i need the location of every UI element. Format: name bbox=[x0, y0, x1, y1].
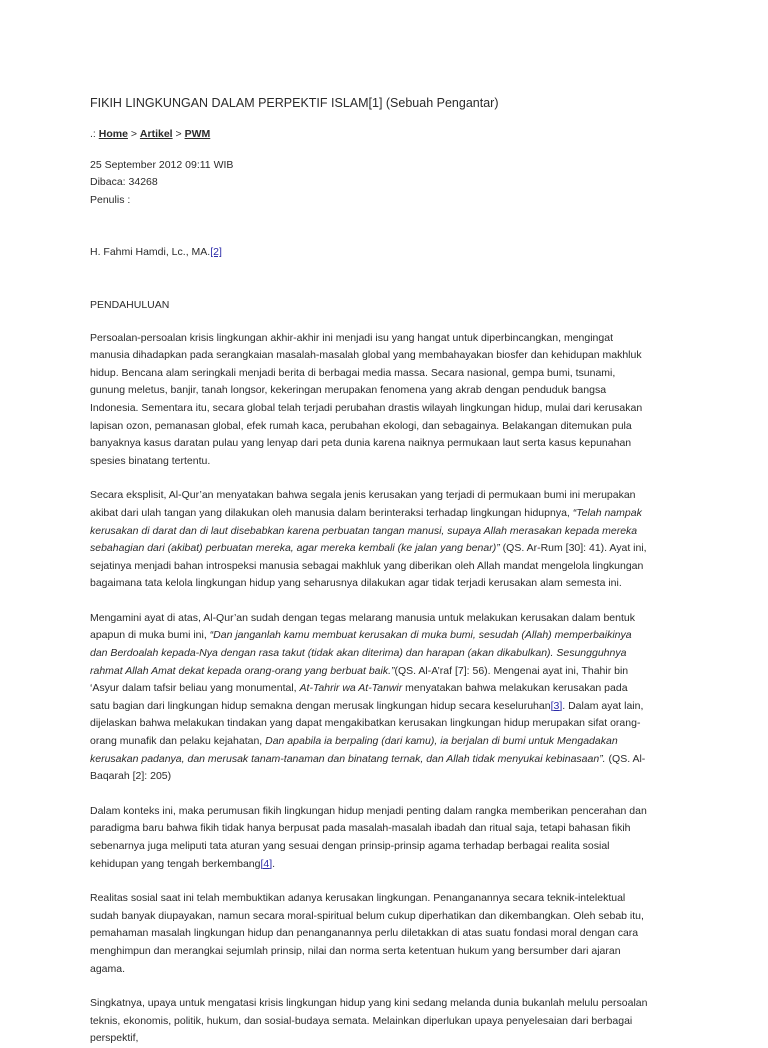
publish-date: 25 September 2012 09:11 WIB bbox=[90, 158, 234, 171]
paragraph-5: Realitas sosial saat ini telah membuktikan adanya kerusakan lingkungan. Penanganannya secara teknik-intelektual sudah banyak diupayakan, namun secara moral-spiritual belum cukup diperhatikan dan dikembangkan. Oleh sebab itu, pemahaman masalah lingkungan hidup dan penanganannya perlu diletakkan di atas suatu fondasi moral dengan cara menghimpun dan merangkai sejumlah prinsip, nilai dan norma serta ketentuan hukum yang bersumber dari ajaran agama. bbox=[90, 892, 644, 975]
breadcrumb-separator: > bbox=[172, 128, 185, 140]
paragraph-text: menyatakan bahwa melakukan kerusakan pada satu bagian dari lingkungan hidup semakna dengan merusak lingkungan hidup secara keseluruhan bbox=[90, 682, 628, 712]
paragraph-text: . bbox=[272, 857, 276, 870]
writer-label: Penulis : bbox=[90, 193, 131, 206]
footnote-link-2[interactable]: [2] bbox=[210, 246, 222, 259]
breadcrumb-pwm-link[interactable]: PWM bbox=[184, 128, 211, 140]
article bbox=[90, 94, 650, 1048]
author-line bbox=[90, 244, 650, 262]
article-meta bbox=[90, 157, 650, 210]
quran-quote: Dan apabila ia berpaling (dari kamu), ia berjalan di bumi untuk Mengadakan kerusakan padanya, dan merusak tanam-tanaman dan binatang ternak, dan Allah tidak menyukai kebinasaan”. bbox=[90, 735, 618, 765]
paragraph-6: Singkatnya, upaya untuk mengatasi krisis lingkungan hidup yang kini sedang melanda dunia bukanlah melulu persoalan teknis, ekonomis, politik, hukum, dan sosial-budaya semata. Melainkan diperlukan upaya penyelesaian dari berbagai perspektif, bbox=[90, 997, 648, 1045]
section-heading: PENDAHULUAN bbox=[90, 298, 170, 311]
paragraph-text: Dalam konteks ini, maka perumusan fikih lingkungan hidup menjadi penting dalam rangka memberikan pencerahan dan paradigma baru bahwa fikih tidak hanya berpusat pada masalah-masalah ibadah dan ritual saja, tetapi bahasan fikih sebenarnya juga meliputi tata aturan yang sesuai dengan prinsip-prinsip agama terhadap berbagai realita sosial kehidupan yang tengah berkembang bbox=[90, 804, 647, 870]
paragraph-text: . Dalam ayat lain, dijelaskan bahwa melakukan tindakan yang dapat mengakibatkan kerusakan lingkungan hidup merupakan sifat orang-orang munafik dan pelaku kejahatan, bbox=[90, 699, 644, 748]
author-name: H. Fahmi Hamdi, Lc., MA. bbox=[90, 246, 211, 259]
breadcrumb-separator: > bbox=[127, 128, 140, 140]
paragraph-3 bbox=[90, 610, 650, 786]
footnote-link-3[interactable]: [3] bbox=[550, 699, 563, 712]
view-count: Dibaca: 34268 bbox=[90, 176, 158, 189]
quran-quote: “Dan janganlah kamu membuat kerusakan di muka bumi, sesudah (Allah) memperbaikinya dan Berdoalah kepada-Nya dengan rasa takut (tidak akan diterima) dan harapan (akan dikabulkan). Sesungguhnya rahmat Allah Amat dekat kepada orang-orang yang berbuat baik.” bbox=[90, 629, 632, 677]
paragraph-2 bbox=[90, 487, 650, 593]
paragraph-4 bbox=[90, 803, 650, 873]
tafsir-title: At-Tahrir wa At-Tanwir bbox=[299, 682, 403, 695]
breadcrumb bbox=[90, 126, 650, 144]
paragraph-text: Mengamini ayat di atas, Al-Qur’an sudah dengan tegas melarang manusia untuk melakukan kerusakan dalam bentuk apapun di muka bumi ini, bbox=[90, 611, 635, 642]
paragraph-text: (QS. Al-A’raf [7]: 56). Mengenai ayat ini, Thahir bin ‘Asyur dalam tafsir beliau yang monumental, bbox=[90, 664, 629, 695]
breadcrumb-prefix: .: bbox=[90, 128, 99, 140]
footnote-link-4[interactable]: [4] bbox=[260, 857, 273, 870]
article-title: FIKIH LINGKUNGAN DALAM PERPEKTIF ISLAM[1] (Sebuah Pengantar) bbox=[90, 96, 499, 110]
paragraph-text: (QS. Ar-Rum [30]: 41). Ayat ini, sejatinya menjadi bahan introspeksi manusia sebagai makhluk yang diberikan oleh Allah mandat mengelola lingkungan bagaimana tata kelola lingkungan hidup yang seharusnya dilakukan agar tidak terjadi kerusakan alam semesta ini. bbox=[90, 542, 647, 590]
breadcrumb-artikel-link[interactable]: Artikel bbox=[139, 128, 173, 140]
paragraph-text: Secara eksplisit, Al-Qur’an menyatakan bahwa segala jenis kerusakan yang terjadi di permukaan bumi ini merupakan akibat dari ulah tangan yang dilakukan oleh manusia dalam berinteraksi terhadap lingkungan hidupnya, bbox=[90, 489, 636, 519]
paragraph-text: (QS. Al-Baqarah [2]: 205) bbox=[90, 752, 646, 783]
breadcrumb-home-link[interactable]: Home bbox=[98, 128, 128, 140]
quran-quote: “Telah nampak kerusakan di darat dan di laut disebabkan karena perbuatan tangan manusi, supaya Allah merasakan kepada mereka sebahagian dari (akibat) perbuatan mereka, agar mereka kembali (ke jalan yang benar)” bbox=[90, 506, 642, 555]
paragraph-1: Persoalan-persoalan krisis lingkungan akhir-akhir ini menjadi isu yang hangat untuk diperbincangkan, mengingat manusia dihadapkan pada serangkaian masalah-masalah global yang membahayakan biosfer dan kehidupan makhluk hidup. Bencana alam seringkali menjadi berita di berbagai media massa. Secara nasional, gempa bumi, tsunami, gunung meletus, banjir, tanah longsor, kekeringan merupakan fenomena yang akrab dengan penduduk bangsa Indonesia. Sementara itu, secara global telah terjadi perubahan drastis wilayah lingkungan hidup, mulai dari kerusakan lapisan ozon, pemanasan global, efek rumah kaca, perubahan ekologi, dan sebagainya. Belakangan ditemukan pula banyaknya kasus daratan pulau yang lenyap dari peta dunia karena naiknya permukaan laut serta kasus kepunahan spesies binatang tertentu. bbox=[90, 331, 643, 467]
